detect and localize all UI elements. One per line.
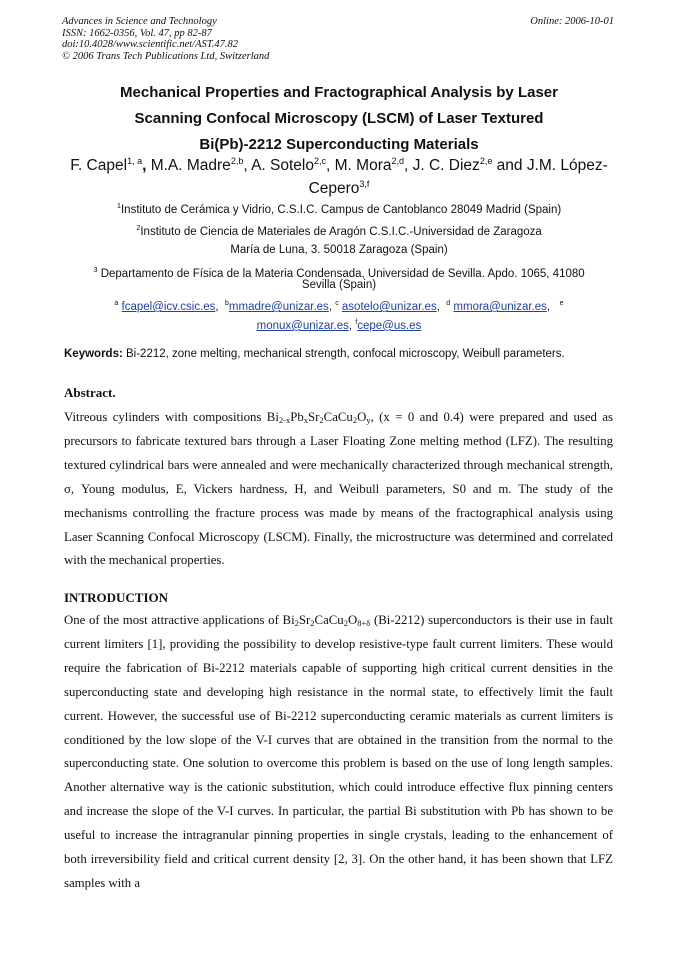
online-date: Online: 2006-10-01 (530, 16, 614, 27)
email-list: $^a$ fcapel@icv.csic.es, $^b$mmadre@unizar.es, $^c$ asotelo@unizar.es, $^d$ mmora@unizar.es, $^e$ monux@unizar.es, $^f$cepe@us.es (114, 300, 564, 332)
email-link[interactable]: fcapel@icv.csic.es (121, 300, 216, 313)
author-name: F. Capel (70, 157, 128, 175)
author-name: A. Sotelo (251, 157, 314, 175)
affiliation-text: Sevilla (Spain) (301, 279, 377, 291)
email-link[interactable]: cepe@us.es (357, 319, 422, 332)
email-sup: d (446, 300, 451, 307)
affiliation-text: Instituto de Cerámica y Vidrio, C.S.I.C. Campus de Cantoblanco 28049 Madrid (Spain) (120, 203, 562, 216)
issn: ISSN: 1662-0356, Vol. 47, pp 82-87 (62, 27, 212, 39)
author-list: F. Capel$^{1, a}$, M.A. Madre$^{2,b}$, A. Sotelo$^{2,c}$, M. Mora$^{2,d}$, J. C. Diez$^{2,e}$ and J.M. López-Cepero$^{3,f}$ (70, 156, 608, 198)
author-and: and (492, 157, 527, 175)
email-link[interactable]: mmora@unizar.es (453, 300, 547, 313)
email-sup: a (114, 300, 119, 307)
author-sup: 2,b (230, 156, 244, 166)
affiliation-text: Departamento de Física de la Materia Condensada, Universidad de Sevilla. Apdo. 1065, 41080 (100, 267, 585, 280)
journal-name: Advances in Science and Technology (62, 16, 217, 27)
introduction-heading: INTRODUCTION (64, 590, 169, 605)
affiliation (50, 220, 628, 240)
author-sup: 1, a (127, 156, 143, 166)
abstract-heading: Abstract. (64, 385, 116, 400)
author-name: M.A. Madre (150, 157, 231, 175)
journal-header (62, 16, 269, 62)
affiliation-sup: 1 (116, 201, 121, 210)
email-sup: e (559, 300, 564, 307)
email-sup: b (225, 300, 229, 307)
title-line-1: Mechanical Properties and Fractographical Analysis by Laser (120, 84, 558, 101)
author-sup: 2,e (479, 156, 493, 166)
keywords-label: Keywords: (64, 348, 123, 360)
author-sup: 2,d (391, 156, 404, 166)
keywords (64, 348, 624, 360)
email-link[interactable]: mmadre@unizar.es (228, 300, 329, 313)
keywords-text: Bi-2212, zone melting, mechanical strength, confocal microscopy, Weibull parameters. (126, 348, 565, 360)
author-sup: 2,c (314, 156, 327, 166)
copyright: © 2006 Trans Tech Publications Ltd, Switzerland (62, 50, 270, 62)
email-link[interactable]: asotelo@unizar.es (341, 300, 437, 313)
author-name: J.M. López-Cepero (308, 157, 608, 198)
author-sup: 3,f (359, 179, 370, 190)
affiliation (50, 198, 628, 218)
introduction-body: One of the most attractive applications of $Bi_2Sr_2CaCu_2O_{8+\delta}$ (Bi-2212) superconductors is their use in fault current limiters [1], providing the possibility to develop resistive-type fault current limiters. These would require the fabrication of Bi-2212 materials capable of supporting high critical current densities in the superconducting state and developing high resistance in the normal state, to effectively limit the fault current. However, the successful use of Bi-2212 superconducting ceramic materials as current limiters is conditioned by the low slope of the V-I curves that are obtained in the transition from the normal to the superconducting state. One solution to overcome this problem is based on the use of long length samples. Another alternative way is the cationic substitution, which could introduce effective flux pinning centers and increase the slope of the V-I curves. In particular, the partial Bi substitution with Pb has shown to be useful to increase the intragranular pinning properties in single crystals, leading to the enhancement of both irreversibility field and critical current density [2, 3]. On the other hand, it has been shown that LFZ samples with a (64, 613, 613, 890)
email-sup: c (335, 300, 339, 307)
affiliation (50, 277, 628, 293)
abstract-text-start: Vitreous cylinders with compositions Bi (64, 410, 279, 424)
affiliation-sup: 2 (136, 223, 141, 232)
title-line-3: Bi(Pb)-2212 Superconducting Materials (199, 136, 479, 153)
paper-title (40, 80, 638, 158)
affiliation-sup: 3 (93, 265, 98, 274)
abstract-body: Vitreous cylinders with compositions $Bi_{2-x}Pb_xSr_2CaCu_2O_y$, (x = 0 and 0.4) were prepared and used as precursors to fabricate textured bars through a Laser Floating Zone melting method (LFZ). The resulting textured cylindrical bars were annealed and were mechanically characterized through mechanical strength, σ, Young modulus, E, Vickers hardness, H, and Weibull parameters, S0 and m. The study of the mechanisms controlling the fracture process was made by means of the fractographical analysis using Laser Scanning Confocal Microscopy (LSCM). Finally, the microstructure was determined and correlated with the mechanical properties. (64, 410, 614, 568)
affiliation-text: Instituto de Ciencia de Materiales de Aragón C.S.I.C.-Universidad de Zaragoza (140, 225, 542, 238)
affiliation (50, 242, 628, 258)
email-link[interactable]: monux@unizar.es (256, 319, 349, 332)
title-line-2: Scanning Confocal Microscopy (LSCM) of Laser Textured (134, 110, 544, 127)
author-name: J. C. Diez (412, 157, 480, 175)
abstract-text: were prepared and used as precursors to fabricate textured bars through a Laser Floating Zone melting method (LFZ). The resulting textured cylindrical bars were annealed and were mechanically characterized through mechanical strength, σ, Young modulus, E, Vickers hardness, H, and Weibull parameters, S0 and m. The study of the mechanisms controlling the fracture process was made by means of the fractographical analysis using Laser Scanning Confocal Microscopy (LSCM). Finally, the microstructure was determined and correlated with the mechanical properties. (64, 410, 614, 568)
author-name: M. Mora (334, 157, 392, 175)
doi: doi:10.4028/www.scientific.net/AST.47.82 (62, 39, 239, 50)
introduction-text: superconductors is their use in fault current limiters [1], providing the possibility to develop resistive-type fault current limiters. These would require the fabrication of Bi-2212 materials capable of supporting high critical current densities in the superconducting state and developing high resistance in the normal state, to effectively limit the fault current. However, the successful use of Bi-2212 superconducting ceramic materials as current limiters is conditioned by the low slope of the V-I curves that are obtained in the transition from the normal to the superconducting state. One solution to overcome this problem is based on the use of long length samples. Another alternative way is the cationic substitution, which could introduce effective flux pinning centers and increase the slope of the V-I curves. In particular, the partial Bi substitution with Pb has shown to be useful to increase the intragranular pinning properties in single crystals, leading to the enhancement of both irreversibility field and critical current density [2, 3]. On the other hand, it has been shown that LFZ samples with a (64, 613, 613, 890)
email-sup: f (355, 318, 358, 326)
affiliation-text: María de Luna, 3. 50018 Zaragoza (Spain) (230, 244, 448, 256)
